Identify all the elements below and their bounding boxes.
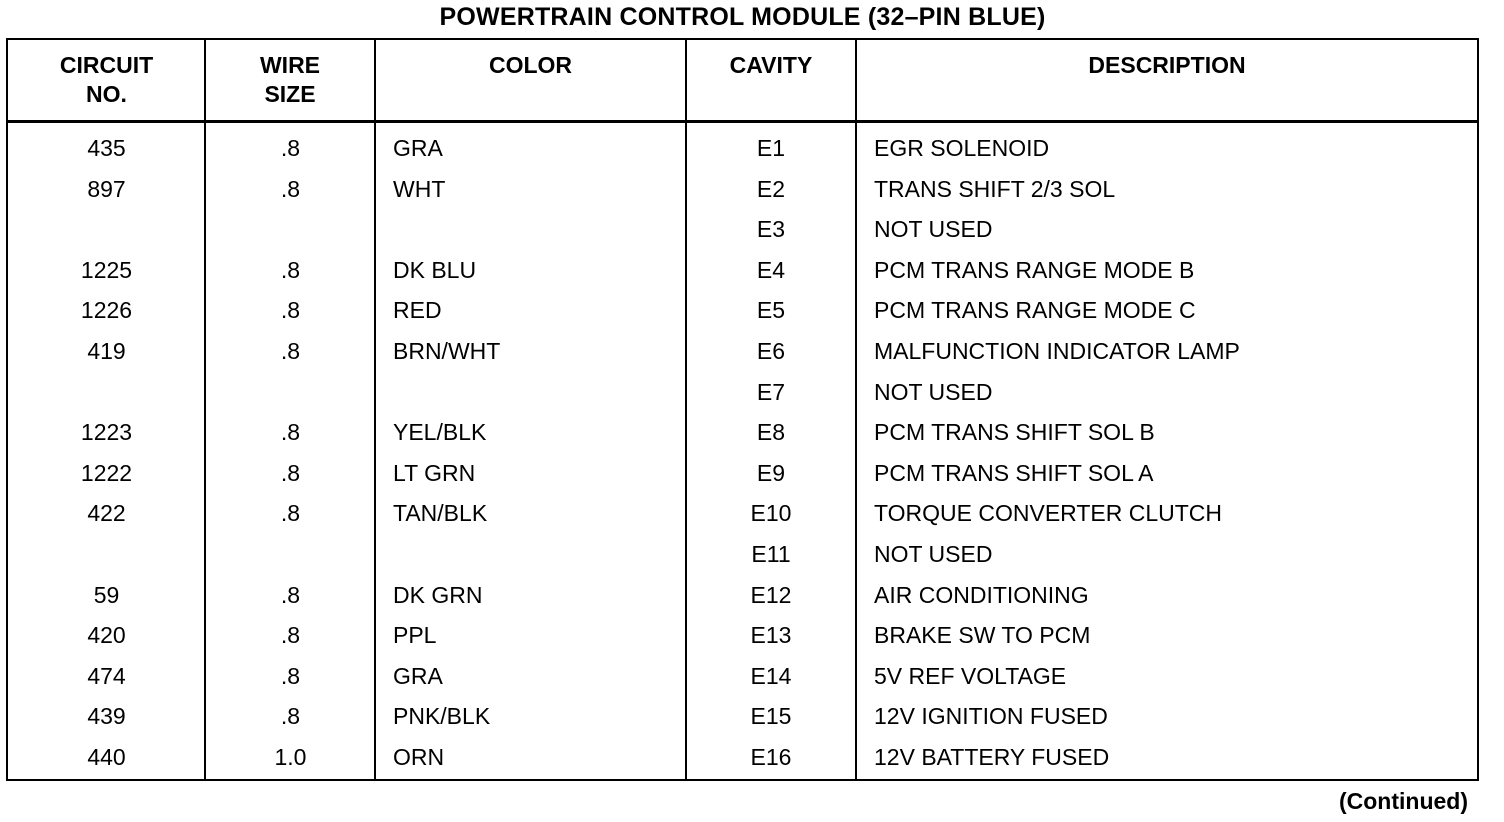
description-cell: 12V IGNITION FUSED — [874, 703, 1108, 730]
circuit-number-cell: 420 — [87, 622, 126, 649]
description-cell: TRANS SHIFT 2/3 SOL — [874, 175, 1116, 202]
wire-size-cell: .8 — [280, 337, 301, 364]
header-divider — [6, 120, 1479, 123]
table-row — [0, 209, 1504, 250]
wire-size-cell: .8 — [280, 419, 301, 446]
table-row — [0, 372, 1504, 413]
header-wire-line2: SIZE — [264, 81, 316, 107]
description-cell: NOT USED — [874, 540, 993, 567]
header-description: DESCRIPTION — [1088, 52, 1246, 78]
circuit-number-cell: 419 — [87, 337, 126, 364]
circuit-number-cell: 897 — [87, 175, 126, 202]
table-row — [0, 331, 1504, 372]
circuit-number-cell: 1223 — [80, 419, 133, 446]
description-cell: PCM TRANS SHIFT SOL A — [874, 459, 1154, 486]
header-circuit-line1: CIRCUIT — [59, 52, 154, 78]
table-row — [0, 453, 1504, 494]
table-row — [0, 575, 1504, 616]
header-wire-size — [206, 51, 374, 109]
header-cavity: CAVITY — [729, 52, 813, 78]
table-row — [0, 250, 1504, 291]
cavity-cell: E16 — [750, 743, 792, 770]
cavity-cell: E5 — [756, 297, 786, 324]
wire-size-cell: .8 — [280, 256, 301, 283]
wire-size-cell: .8 — [280, 500, 301, 527]
wire-size-cell: .8 — [280, 581, 301, 608]
circuit-number-cell: 440 — [87, 743, 126, 770]
table-row — [0, 534, 1504, 575]
table-row — [0, 169, 1504, 210]
wire-size-cell: .8 — [280, 703, 301, 730]
cavity-cell: E8 — [756, 419, 786, 446]
cavity-cell: E14 — [750, 662, 792, 689]
description-cell: 12V BATTERY FUSED — [874, 743, 1110, 770]
cavity-cell: E2 — [756, 175, 786, 202]
cavity-cell: E13 — [750, 622, 792, 649]
cavity-cell: E4 — [756, 256, 786, 283]
cavity-cell: E11 — [751, 540, 791, 567]
wire-size-cell: .8 — [280, 135, 301, 161]
header-circuit-line2: NO. — [86, 81, 127, 107]
circuit-number-cell: 1226 — [80, 297, 133, 324]
wire-color-cell: BRN/WHT — [393, 337, 501, 364]
wire-size-cell: 1.0 — [274, 743, 307, 770]
description-cell: BRAKE SW TO PCM — [874, 622, 1091, 649]
wire-color-cell: ORN — [393, 743, 445, 770]
description-cell: TORQUE CONVERTER CLUTCH — [874, 500, 1223, 527]
table-body — [0, 128, 1504, 778]
table-row — [0, 615, 1504, 656]
table-row — [0, 412, 1504, 453]
description-cell: MALFUNCTION INDICATOR LAMP — [874, 337, 1240, 364]
header-wire-line1: WIRE — [259, 52, 321, 78]
cavity-cell: E12 — [750, 581, 792, 608]
table-row — [0, 493, 1504, 534]
cavity-cell: E7 — [756, 378, 786, 405]
cavity-cell: E15 — [750, 703, 792, 730]
wire-size-cell: .8 — [280, 175, 301, 202]
wire-color-cell: DK GRN — [393, 581, 483, 608]
description-cell: PCM TRANS RANGE MODE C — [874, 297, 1196, 324]
table-row — [0, 696, 1504, 737]
wire-color-cell: PPL — [393, 622, 437, 649]
circuit-number-cell: 1225 — [80, 256, 133, 283]
wire-color-cell: LT GRN — [393, 459, 476, 486]
wire-size-cell: .8 — [280, 459, 301, 486]
description-cell: NOT USED — [874, 378, 993, 405]
circuit-number-cell: 59 — [93, 581, 120, 608]
wire-color-cell: DK BLU — [393, 256, 477, 283]
wire-color-cell: GRA — [393, 135, 443, 161]
wire-size-cell: .8 — [280, 662, 301, 689]
continued-note: (Continued) — [1338, 788, 1468, 814]
wire-color-cell: GRA — [393, 662, 443, 689]
wire-color-cell: WHT — [393, 175, 446, 202]
cavity-cell: E3 — [756, 216, 786, 243]
cavity-cell: E9 — [756, 459, 786, 486]
circuit-number-cell: 435 — [87, 135, 126, 161]
wire-color-cell: TAN/BLK — [393, 500, 488, 527]
wire-color-cell: YEL/BLK — [393, 419, 487, 446]
description-cell: EGR SOLENOID — [874, 135, 1050, 161]
description-cell: AIR CONDITIONING — [874, 581, 1089, 608]
wire-color-cell: RED — [393, 297, 442, 324]
wire-size-cell: .8 — [280, 622, 301, 649]
description-cell: 5V REF VOLTAGE — [874, 662, 1067, 689]
table-row — [0, 656, 1504, 697]
table-row — [0, 737, 1504, 778]
header-circuit — [8, 51, 205, 109]
wire-color-cell: PNK/BLK — [393, 703, 491, 730]
cavity-cell: E10 — [750, 500, 792, 527]
cavity-cell: E1 — [756, 135, 786, 161]
table-row — [0, 290, 1504, 331]
document-title: POWERTRAIN CONTROL MODULE (32–PIN BLUE) — [439, 3, 1046, 31]
table-row — [0, 128, 1504, 169]
header-color: COLOR — [488, 52, 573, 78]
cavity-cell: E6 — [756, 337, 786, 364]
circuit-number-cell: 474 — [87, 662, 126, 689]
description-cell: PCM TRANS SHIFT SOL B — [874, 419, 1155, 446]
description-cell: PCM TRANS RANGE MODE B — [874, 256, 1195, 283]
circuit-number-cell: 439 — [87, 703, 126, 730]
circuit-number-cell: 1222 — [80, 459, 133, 486]
wire-size-cell: .8 — [280, 297, 301, 324]
circuit-number-cell: 422 — [87, 500, 126, 527]
description-cell: NOT USED — [874, 216, 993, 243]
